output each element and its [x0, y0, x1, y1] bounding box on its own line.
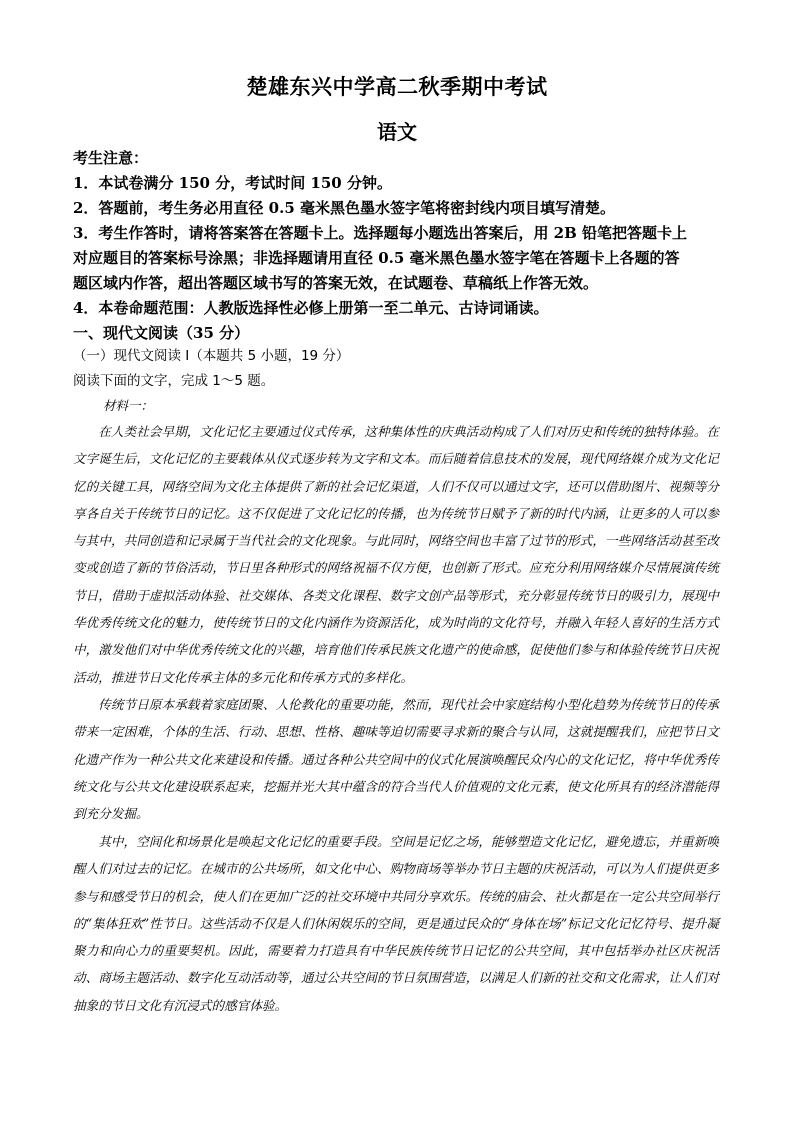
material-paragraph: 传统节日原本承载着家庭团聚、人伦教化的重要功能，然而，现代社会中家庭结构小型化趋势为传统节日的传承带来一定困难，个体的生活、行动、思想、性格、趣味等迫切需要寻求新的聚合与认同，这就提醒我们，应把节日文化遗产作为一种公共文化来建设和传播。通过各种公共空间中的仪式化展演唤醒民众内心的文化记忆，将中华优秀传统文化与公共文化建设联系起来，挖掘并光大其中蕴含的符合当代人价值观的文化元素，使文化所具有的经济潜能得到充分发掘。 — [73, 697, 719, 822]
notice-item: 3．考生作答时，请将答案答在答题卡上。选择题每小题选出答案后，用 2B 铅笔把答题卡上 — [73, 224, 688, 242]
notice-item: 2．答题前，考生务必用直径 0.5 毫米黑色墨水签字笔将密封线内项目填写清楚。 — [73, 199, 615, 217]
reading-instruction: 阅读下面的文字，完成 1～5 题。 — [73, 373, 275, 389]
material-paragraph: 在人类社会早期，文化记忆主要通过仪式传承，这种集体性的庆典活动构成了人们对历史和传统的独特体验。在文字诞生后，文化记忆的主要载体从仪式逐步转为文字和文本。而后随着信息技术的发展，现代网络媒介成为文化记忆的关键工具，网络空间为文化主体提供了新的社会记忆渠道，人们不仅可以通过文字，还可以借助图片、视频等分享各自关于传统节日的记忆。这不仅促进了文化记忆的传播，也为传统节日赋予了新的时代内涵，让更多的人可以参与其中，共同创造和记录属于当代社会的文化现象。与此同时，网络空间也丰富了过节的形式，一些网络活动甚至改变或创造了新的节俗活动，节日里各种形式的网络祝福不仅方便，也创新了形式。应充分利用网络媒介尽情展演传统节日，借助于虚拟活动体验、社交媒体、各类文化课程、数字文创产品等形式，充分彰显传统节日的吸引力，展现中华优秀传统文化的魅力，使传统节日的文化内涵作为资源活化，成为时尚的文化符号，并融入年轻人喜好的生活方式中，激发他们对中华优秀传统文化的兴趣，培育他们传承民族文化遗产的使命感，促使他们参与和体验传统节日庆祝活动，推进节日文化传承主体的多元化和传承方式的多样化。 — [73, 424, 719, 685]
exam-title: 楚雄东兴中学高二秋季期中考试 — [246, 74, 548, 99]
material-label: 材料一： — [103, 398, 154, 413]
section-sub-heading: （一）现代文阅读 I（本题共 5 小题，19 分） — [73, 348, 350, 364]
subject-title: 语文 — [377, 120, 417, 144]
notice-item: 对应题目的答案标号涂黑；非选择题请用直径 0.5 毫米黑色墨水签字笔在答题卡上各题的答 — [73, 249, 680, 267]
notice-heading: 考生注意： — [73, 149, 149, 167]
notice-item: 题区域内作答，超出答题区域书写的答案无效，在试题卷、草稿纸上作答无效。 — [73, 274, 599, 292]
notice-item: 4．本卷命题范围：人教版选择性必修上册第一至二单元、古诗词诵读。 — [73, 299, 549, 317]
material-paragraph: 其中，空间化和场景化是唤起文化记忆的重要手段。空间是记忆之场，能够塑造文化记忆，避免遗忘，并重新唤醒人们对过去的记忆。在城市的公共场所，如文化中心、购物商场等举办节日主题的庆祝活动，可以为人们提供更多参与和感受节日的机会，使人们在更加广泛的社交环境中共同分享欢乐。传统的庙会、社火都是在一定公共空间举行的“集体狂欢”性节日。这些活动不仅是人们休闲娱乐的空间，更是通过民众的“身体在场”标记文化记忆符号、提升凝聚力和向心力的重要契机。因此，需要着力打造具有中华民族传统节日记忆的公共空间，其中包括举办社区庆祝活动、商场主题活动、数字化互动活动等，通过公共空间的节日氛围营造，以满足人们新的社交和文化需求，让人们对抽象的节日文化有沉浸式的感官体验。 — [73, 834, 719, 1013]
notice-item: 1．本试卷满分 150 分，考试时间 150 分钟。 — [73, 174, 392, 192]
section-heading: 一、现代文阅读（35 分） — [73, 324, 250, 342]
